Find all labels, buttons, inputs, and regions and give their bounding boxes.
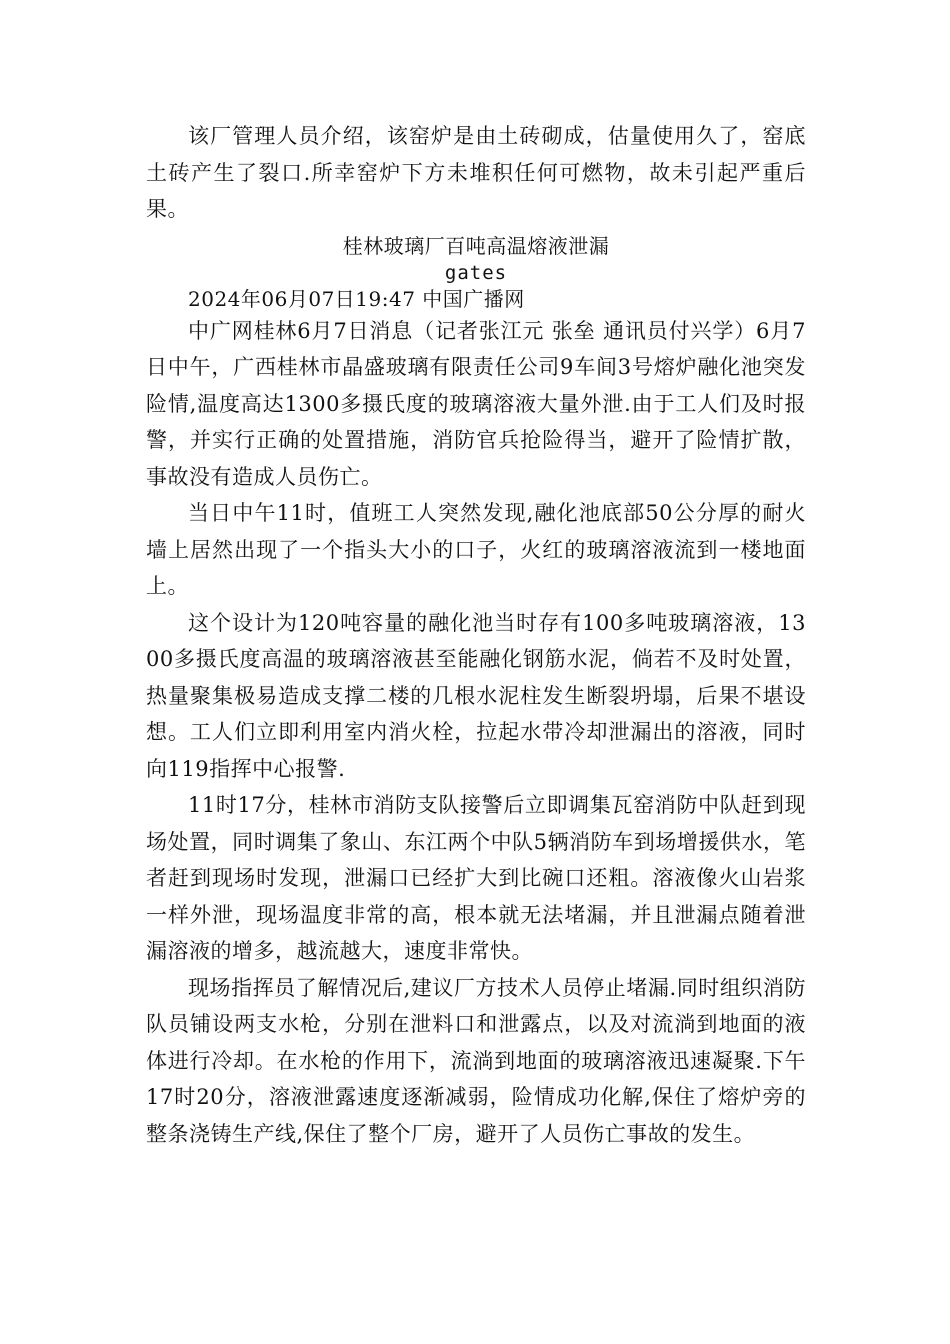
- article-title: 桂林玻璃厂百吨高温熔液泄漏: [342, 233, 610, 258]
- intro-paragraph: 该厂管理人员介绍，该窑炉是由土砖砌成，估量使用久了，窑底土砖产生了裂口.所幸窑炉下方未堆积任何可燃物，故未引起严重后果。: [146, 124, 806, 221]
- body-paragraph-4: 11时17分，桂林市消防支队接警后立即调集瓦窑消防中队赶到现场处置，同时调集了象山、东江两个中队5辆消防车到场增援供水，笔者赶到现场时发现，泄漏口已经扩大到比碗口还粗。溶液像火山岩浆一样外泄，现场温度非常的高，根本就无法堵漏，并且泄漏点随着泄漏溶液的增多，越流越大，速度非常快。: [146, 793, 806, 963]
- article-meta: 2024年06月07日19:47 中国广播网: [188, 286, 525, 311]
- document-page: [146, 118, 806, 1152]
- body-paragraph-3: 这个设计为120吨容量的融化池当时存有100多吨玻璃溶液，1300多摄氏度高温的玻璃溶液甚至能融化钢筋水泥，倘若不及时处置，热量聚集极易造成支撑二楼的几根水泥柱发生断裂坍塌，后果不堪设想。工人们立即利用室内消火栓，拉起水带冷却泄漏出的溶液，同时向119指挥中心报警.: [146, 610, 806, 781]
- article-subtitle: gates: [444, 261, 508, 284]
- body-paragraph-5: 现场指挥员了解情况后,建议厂方技术人员停止堵漏.同时组织消防队员铺设两支水枪，分别在泄料口和泄露点，以及对流淌到地面的液体进行冷却。在水枪的作用下，流淌到地面的玻璃溶液迅速凝聚.下午17时20分，溶液泄露速度逐渐减弱，险情成功化解,保住了熔炉旁的整条浇铸生产线,保住了整个厂房，避开了人员伤亡事故的发生。: [146, 975, 806, 1146]
- body-paragraph-2: 当日中午11时，值班工人突然发现,融化池底部50公分厚的耐火墙上居然出现了一个指头大小的口子，火红的玻璃溶液流到一楼地面上。: [146, 501, 806, 598]
- body-paragraph-1: 中广网桂林6月7日消息（记者张江元 张垒 通讯员付兴学）6月7日中午，广西桂林市晶盛玻璃有限责任公司9车间3号熔炉融化池突发险情,温度高达1300多摄氏度的玻璃溶液大量外泄.由于工人们及时报警，并实行正确的处置措施，消防官兵抢险得当，避开了险情扩散，事故没有造成人员伤亡。: [146, 318, 806, 489]
